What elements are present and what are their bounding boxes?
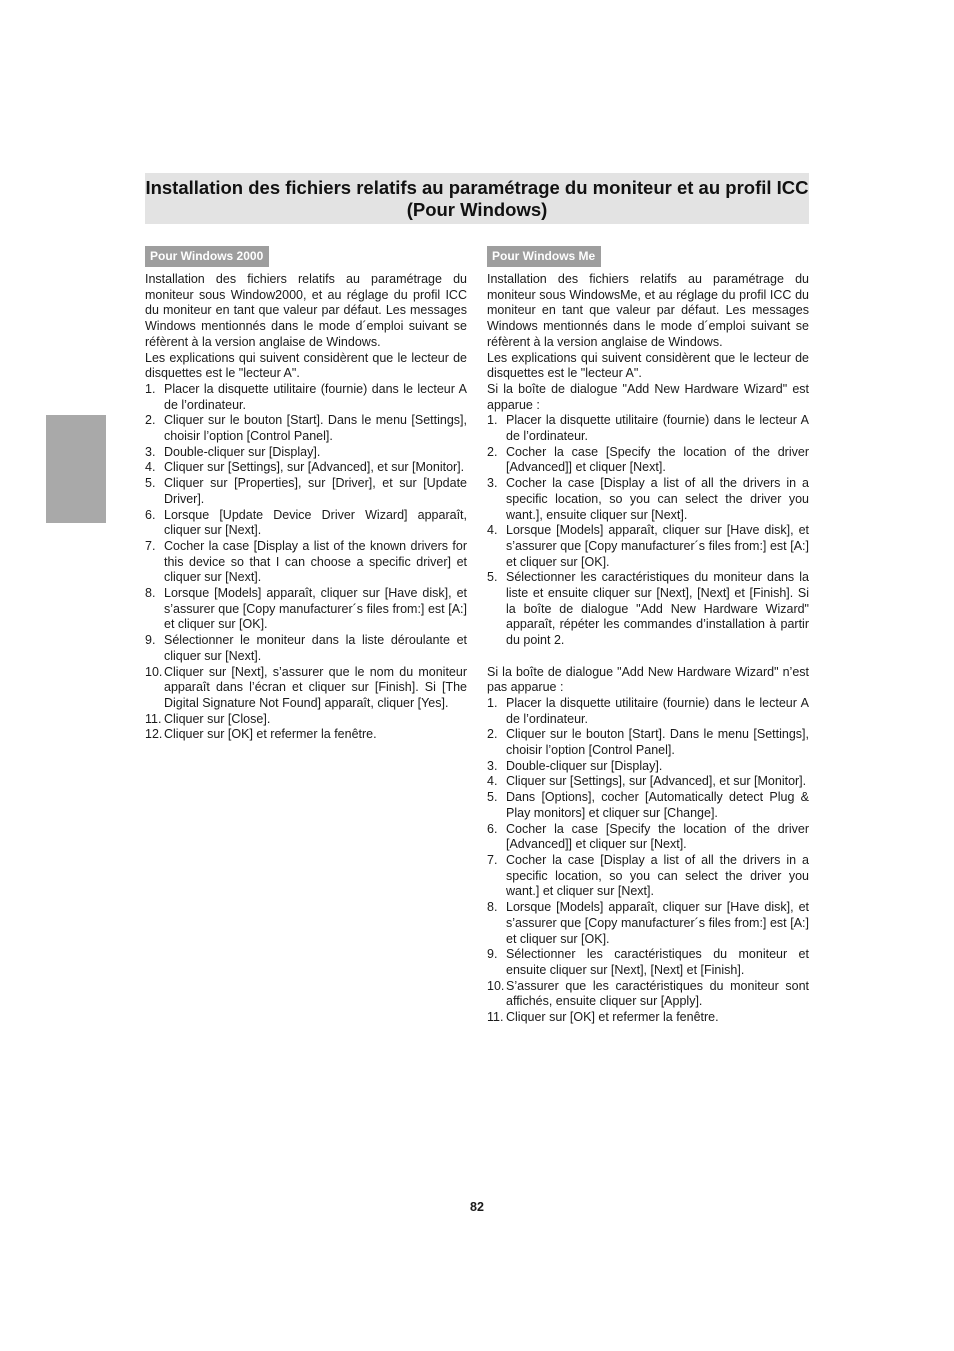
list-item [487, 413, 809, 444]
list-item [487, 727, 809, 758]
step-text: Placer la disquette utilitaire (fournie) dans le lecteur A de l’ordinateur. [164, 381, 467, 412]
step-number: 3. [487, 758, 498, 773]
step-text: Placer la disquette utilitaire (fournie) dans le lecteur A de l’ordinateur. [506, 413, 809, 444]
list-item [487, 696, 809, 727]
step-text: Sélectionner le moniteur dans la liste déroulante et cliquer sur [Next]. [164, 633, 467, 663]
step-number: 4. [487, 523, 498, 538]
steps-list-wizard-not-appeared [487, 696, 809, 1026]
step-text: Lorsque [Models] apparaît, cliquer sur [Have disk], et s’assurer que [Copy manufacturer´s files from:] est [A:] et cliquer sur [OK]. [506, 523, 809, 569]
intro-paragraph: Installation des fichiers relatifs au paramétrage du moniteur sous Window2000, et au réglage du profil ICC du moniteur en tant que valeur par défaut. Les messages Windows mentionnés dans le mode d´emploi suivant se réfèrent à la version anglaise de Windows. [145, 272, 467, 349]
step-number: 4. [145, 460, 156, 475]
step-text: Cliquer sur [OK] et refermer la fenêtre. [506, 1010, 719, 1025]
step-text: Cocher la case [Display a list of the known drivers for this device so that I can choose a specific driver] et cliquer sur [Next]. [164, 538, 467, 585]
step-text: Lorsque [Update Device Driver Wizard] apparaît, cliquer sur [Next]. [164, 507, 467, 538]
list-item [487, 570, 809, 649]
list-item [487, 1010, 809, 1026]
list-item [145, 382, 467, 413]
list-item [487, 445, 809, 476]
step-number: 8. [145, 586, 156, 601]
step-text: Cliquer sur [Properties], sur [Driver], et sur [Update Driver]. [164, 476, 467, 506]
list-item [145, 508, 467, 539]
step-number: 3. [487, 476, 498, 491]
list-item [145, 712, 467, 728]
step-text: Cocher la case [Display a list of all the drivers in a specific location, so you can select the driver you want.] et cliquer sur [Next]. [506, 853, 809, 899]
step-number: 6. [145, 507, 156, 522]
step-text: S’assurer que les caractéristiques du moniteur sont affichés, ensuite cliquer sur [Apply]. [506, 978, 809, 1009]
step-text: Cliquer sur [Settings], sur [Advanced], et sur [Monitor]. [164, 460, 465, 475]
step-text: Cliquer sur [Settings], sur [Advanced], et sur [Monitor]. [506, 774, 807, 789]
step-number: 1. [487, 695, 498, 710]
page-title: Installation des fichiers relatifs au paramétrage du moniteur et au profil ICC (Pour Windows) [145, 176, 809, 220]
list-item [487, 979, 809, 1010]
step-number: 4. [487, 774, 498, 789]
step-number: 11. [487, 1010, 504, 1025]
step-text: Cliquer sur le bouton [Start]. Dans le menu [Settings], choisir l’option [Control Panel]. [506, 727, 809, 758]
step-text: Cocher la case [Specify the location of the driver [Advanced]] et cliquer sur [Next]. [506, 821, 809, 852]
intro-paragraph: Si la boîte de dialogue "Add New Hardware Wizard" est apparue : [487, 381, 809, 412]
step-number: 3. [145, 444, 156, 459]
section-label-windows-me: Pour Windows Me [487, 246, 601, 267]
step-text: Lorsque [Models] apparaît, cliquer sur [Have disk], et s’assurer que [Copy manufacturer´s files from:] est [A:] et cliquer sur [OK]. [506, 900, 809, 946]
list-item [145, 476, 467, 507]
title-banner [145, 173, 809, 224]
list-item [487, 476, 809, 523]
list-item [487, 947, 809, 978]
step-number: 12. [145, 727, 163, 742]
step-number: 5. [487, 570, 498, 585]
step-number: 2. [487, 444, 498, 459]
step-number: 6. [487, 821, 498, 836]
list-item [487, 774, 809, 790]
step-text: Cliquer sur le bouton [Start]. Dans le menu [Settings], choisir l’option [Control Panel]. [164, 413, 467, 444]
list-item [487, 790, 809, 821]
step-text: Cliquer sur [Next], s’assurer que le nom du moniteur apparaît dans l’écran et cliquer sur [Finish]. Si [The Digital Signature Not Found] apparaît, cliquer [Yes]. [164, 664, 467, 710]
step-number: 5. [145, 476, 156, 491]
step-number: 9. [145, 633, 156, 648]
list-item [145, 445, 467, 461]
step-text: Placer la disquette utilitaire (fournie) dans le lecteur A de l’ordinateur. [506, 695, 809, 726]
step-number: 7. [487, 853, 498, 867]
step-number: 9. [487, 947, 498, 962]
step-number: 2. [145, 413, 156, 428]
step-number: 10. [145, 664, 163, 679]
step-number: 7. [145, 538, 156, 553]
column-windows-2000 [145, 246, 467, 743]
intro-paragraph: Les explications qui suivent considèrent que le lecteur de disquettes est le "lecteur A". [487, 350, 809, 381]
step-text: Dans [Options], cocher [Automatically detect Plug & Play monitors] et cliquer sur [Change]. [506, 790, 809, 820]
intro-paragraph: Installation des fichiers relatifs au paramétrage du moniteur sous WindowsMe, et au réglage du profil ICC du moniteur en tant que valeur par défaut. Les messages Windows mentionnés dans le mode d´emploi suivant se réfèrent à la version anglaise de Windows. [487, 272, 809, 349]
step-text: Cocher la case [Display a list of all the drivers in a specific location, so you can select the driver you want.], ensuite cliquer sur [Next]. [506, 476, 809, 522]
step-number: 1. [145, 381, 156, 396]
step-text: Cliquer sur [OK] et refermer la fenêtre. [164, 727, 377, 742]
list-item [145, 633, 467, 664]
list-item [145, 665, 467, 712]
list-item [487, 853, 809, 900]
step-number: 2. [487, 727, 498, 742]
step-number: 8. [487, 900, 498, 915]
step-number: 11. [145, 711, 162, 726]
column-windows-me [487, 246, 809, 1026]
list-item [487, 759, 809, 775]
list-item [145, 460, 467, 476]
list-item [145, 413, 467, 444]
intro-paragraph: Si la boîte de dialogue "Add New Hardware Wizard" n’est pas apparue : [487, 664, 809, 695]
steps-list-wizard-appeared [487, 413, 809, 649]
list-item [145, 586, 467, 633]
step-number: 10. [487, 978, 505, 993]
step-number: 1. [487, 413, 498, 428]
list-item [145, 727, 467, 743]
list-item [145, 539, 467, 586]
step-number: 5. [487, 790, 498, 805]
intro-paragraph: Les explications qui suivent considèrent que le lecteur de disquettes est le "lecteur A". [145, 350, 467, 381]
step-text: Double-cliquer sur [Display]. [506, 758, 663, 773]
list-item [487, 523, 809, 570]
step-text: Double-cliquer sur [Display]. [164, 444, 321, 459]
spacer [487, 649, 809, 665]
list-item [487, 822, 809, 853]
steps-list-windows-2000 [145, 382, 467, 743]
step-text: Sélectionner les caractéristiques du moniteur et ensuite cliquer sur [Next], [Next] et [Finish]. [506, 947, 809, 977]
page-number: 82 [470, 1200, 484, 1214]
step-text: Cocher la case [Specify the location of the driver [Advanced]] et cliquer [Next]. [506, 444, 809, 475]
step-text: Sélectionner les caractéristiques du moniteur dans la liste et ensuite cliquer sur [Next], [Next] et [Finish]. Si la boîte de dialogue "Add New Hardware Wizard" apparaît, répéter les commandes d’installation à partir du point 2. [506, 570, 809, 648]
step-text: Lorsque [Models] apparaît, cliquer sur [Have disk], et s’assurer que [Copy manufacturer´s files from:] est [A:] et cliquer sur [OK]. [164, 586, 467, 632]
side-tab-marker [46, 415, 106, 523]
section-label-windows-2000: Pour Windows 2000 [145, 246, 269, 267]
step-text: Cliquer sur [Close]. [164, 711, 271, 726]
list-item [487, 900, 809, 947]
